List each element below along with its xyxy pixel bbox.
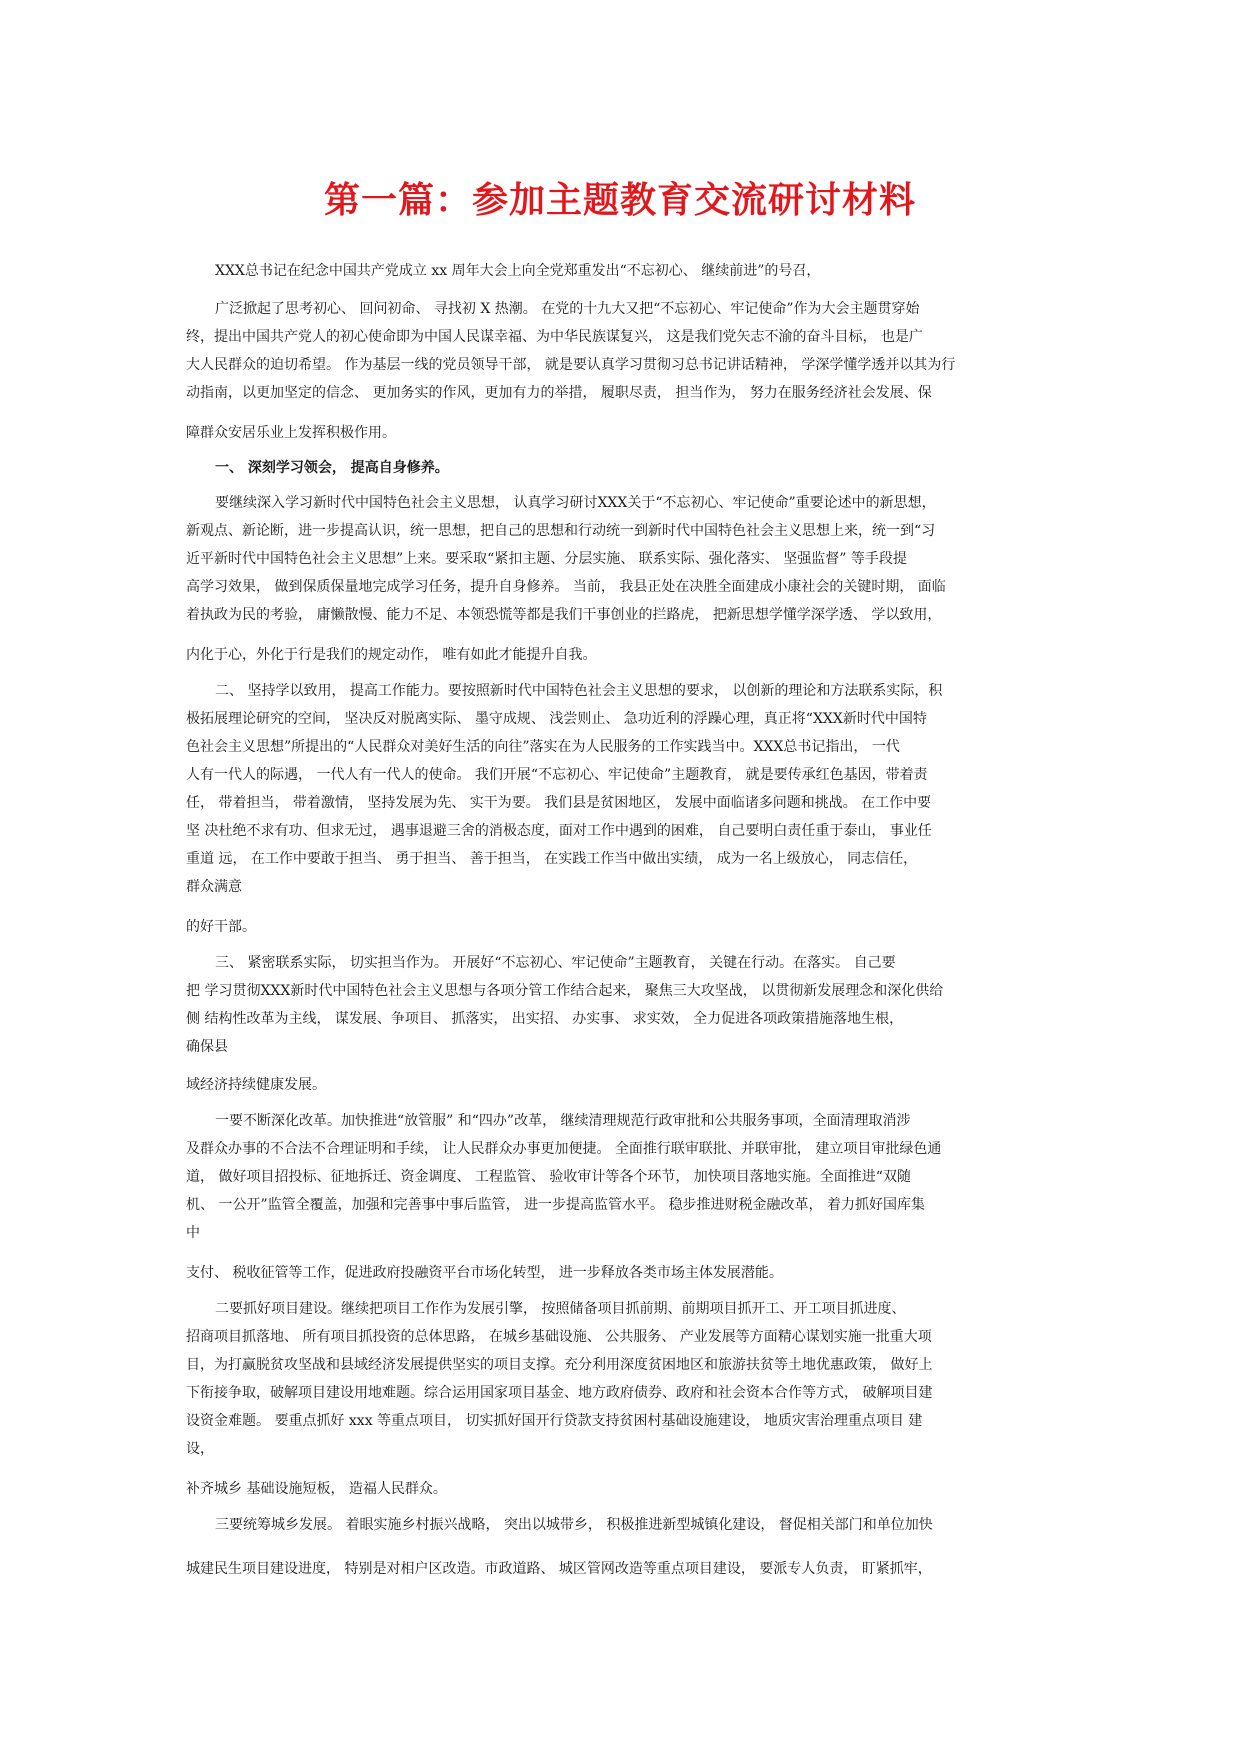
paragraph-line: 重道 远， 在工作中要敢于担当、 勇于担当、 善于担当， 在实践工作当中做出实绩， 成为一名上级放心， 同志信任， xyxy=(186,851,918,867)
paragraph-line: 任， 带着担当， 带着激情， 坚持发展为先、 实干为要。 我们县是贫困地区， 发展中面临诸多问题和挑战。 在工作中要 xyxy=(186,795,932,811)
paragraph-line: 障群众安居乐业上发挥积极作用。 xyxy=(186,425,396,441)
paragraph-line: 极拓展理论研究的空间， 坚决反对脱离实际、 墨守成规、 浅尝则止、 急功近利的浮躁心理，真正将“XXX新时代中国特 xyxy=(186,711,927,727)
paragraph-line: 一要不断深化改革。加快推进“放管服” 和“四办”改革， 继续清理规范行政审批和公共服务事项，全面清理取消涉 xyxy=(215,1113,911,1129)
paragraph-line: 终，提出中国共产党人的初心使命即为中国人民谋幸福、为中华民族谋复兴， 这是我们党矢志不渝的奋斗目标， 也是广 xyxy=(186,329,923,345)
paragraph-line: 新观点、新论断，进一步提高认识，统一思想，把自己的思想和行动统一到新时代中国特色社会主义思想上来，统一到“习 xyxy=(186,523,936,539)
paragraph-line: 动指南，以更加坚定的信念、 更加务实的作风，更加有力的举措， 履职尽责， 担当作为， 努力在服务经济社会发展、保 xyxy=(186,385,932,401)
paragraph-line: 设资金难题。 要重点抓好 xxx 等重点项目， 切实抓好国开行贷款支持贫困村基础设施建设， 地质灾害治理重点项目 建 xyxy=(186,1413,923,1429)
paragraph-line: 补齐城乡 基础设施短板， 造福人民群众。 xyxy=(186,1481,447,1497)
paragraph-line: 三要统筹城乡发展。 着眼实施乡村振兴战略， 突出以城带乡， 积极推进新型城镇化建设， 督促相关部门和单位加快 xyxy=(215,1517,933,1533)
paragraph-line: 支付、 税收征管等工作，促进政府投融资平台市场化转型， 进一步释放各类市场主体发展潜能。 xyxy=(186,1265,783,1281)
paragraph-line: 大人民群众的迫切希望。 作为基层一线的党员领导干部， 就是要认真学习贯彻习总书记讲话精神， 学深学懂学透并以其为行 xyxy=(186,357,956,373)
section-3-line: 三、 紧密联系实际， 切实担当作为。 开展好“不忘初心、牢记使命”主题教育， 关键在行动。在落实。 自己要 xyxy=(215,955,896,971)
paragraph-line: 及群众办事的不合法不合理证明和手续， 让人民群众办事更加便捷。 全面推行联审联批、并联审批， 建立项目审批绿色通 xyxy=(186,1141,942,1157)
paragraph-line: 域经济持续健康发展。 xyxy=(186,1077,326,1093)
paragraph-line: 群众满意 xyxy=(186,879,242,895)
paragraph-line: 机、 一公开”监管全覆盖，加强和完善事中事后监管， 进一步提高监管水平。 稳步推进财税金融改革， 着力抓好国库集 xyxy=(186,1197,925,1213)
paragraph-line: 人有一代人的际遇， 一代人有一代人的使命。 我们开展“不忘初心、牢记使命”主题教育， 就是要传承红色基因，带着责 xyxy=(186,767,928,783)
paragraph-line: 二要抓好项目建设。继续把项目工作作为发展引擎， 按照储备项目抓前期、前期项目抓开工、开工项目抓进度、 xyxy=(215,1301,906,1317)
paragraph-line: 内化于心，外化于行是我们的规定动作， 唯有如此才能提升自我。 xyxy=(186,647,597,663)
paragraph-line: 确保县 xyxy=(186,1039,228,1055)
paragraph-line: 的好干部。 xyxy=(186,919,256,935)
paragraph-line: 设， xyxy=(186,1441,214,1457)
paragraph-line: 目，为打赢脱贫攻坚战和县域经济发展提供坚实的项目支撑。充分利用深度贫困地区和旅游扶贫等土地优惠政策， 做好上 xyxy=(186,1357,933,1373)
paragraph-line: 要继续深入学习新时代中国特色社会主义思想， 认真学习研讨XXX关于“不忘初心、牢记使命”重要论述中的新思想， xyxy=(215,495,936,511)
paragraph-line: 广泛掀起了思考初心、 回问初命、 寻找初 X 热潮。 在党的十九大又把“不忘初心、牢记使命”作为大会主题贯穿始 xyxy=(215,301,920,317)
paragraph-line: 近平新时代中国特色社会主义思想”上来。要采取“紧扣主题、分层实施、 联系实际、强化落实、 坚强监督” 等手段提 xyxy=(186,551,907,567)
paragraph-line: 把 学习贯彻XXX新时代中国特色社会主义思想与各项分管工作结合起来， 聚焦三大攻坚战， 以贯彻新发展理念和深化供给 xyxy=(186,983,944,999)
paragraph-line: 招商项目抓落地、 所有项目抓投资的总体思路， 在城乡基础设施、 公共服务、 产业发展等方面精心谋划实施一批重大项 xyxy=(186,1329,932,1345)
section-2-line: 二、 坚持学以致用， 提高工作能力。要按照新时代中国特色社会主义思想的要求， 以创新的理论和方法联系实际，积 xyxy=(215,683,943,699)
paragraph-line: XXX总书记在纪念中国共产党成立 xx 周年大会上向全党郑重发出“不忘初心、 继续前进”的号召， xyxy=(215,263,821,279)
paragraph-line: 中 xyxy=(186,1225,200,1241)
paragraph-line: 城建民生项目建设进度， 特别是对相户区改造。市政道路、 城区管网改造等重点项目建设， 要派专人负责， 盯紧抓牢， xyxy=(186,1561,932,1577)
paragraph-line: 侧 结构性改革为主线， 谋发展、争项目、 抓落实， 出实招、 办实事、 求实效， 全力促进各项政策措施落地生根， xyxy=(186,1011,904,1027)
paragraph-line: 高学习效果， 做到保质保量地完成学习任务，提升自身修养。 当前， 我县正处在决胜全面建成小康社会的关键时期， 面临 xyxy=(186,579,946,595)
paragraph-line: 色社会主义思想”所提出的“人民群众对美好生活的向往”落实在为人民服务的工作实践当中。XXX总书记指出， 一代 xyxy=(186,739,900,755)
paragraph-line: 下衔接争取，破解项目建设用地难题。综合运用国家项目基金、地方政府债券、政府和社会资本合作等方式， 破解项目建 xyxy=(186,1385,933,1401)
document-title: 第一篇：参加主题教育交流研讨材料 xyxy=(323,180,916,221)
paragraph-line: 道， 做好项目招投标、征地拆迁、资金调度、 工程监管、 验收审计等各个环节， 加快项目落地实施。全面推进“双随 xyxy=(186,1169,911,1185)
paragraph-line: 坚 决杜绝不求有功、但求无过， 遇事退避三舍的消极态度，面对工作中遇到的困难， 自己要明白责任重于泰山， 事业任 xyxy=(186,823,932,839)
section-heading-1: 一、 深刻学习领会， 提高自身修养。 xyxy=(215,460,449,476)
paragraph-line: 着执政为民的考验， 庸懒散慢、能力不足、本领恐慌等都是我们干事创业的拦路虎， 把新思想学懂学深学透、 学以致用， xyxy=(186,607,942,623)
